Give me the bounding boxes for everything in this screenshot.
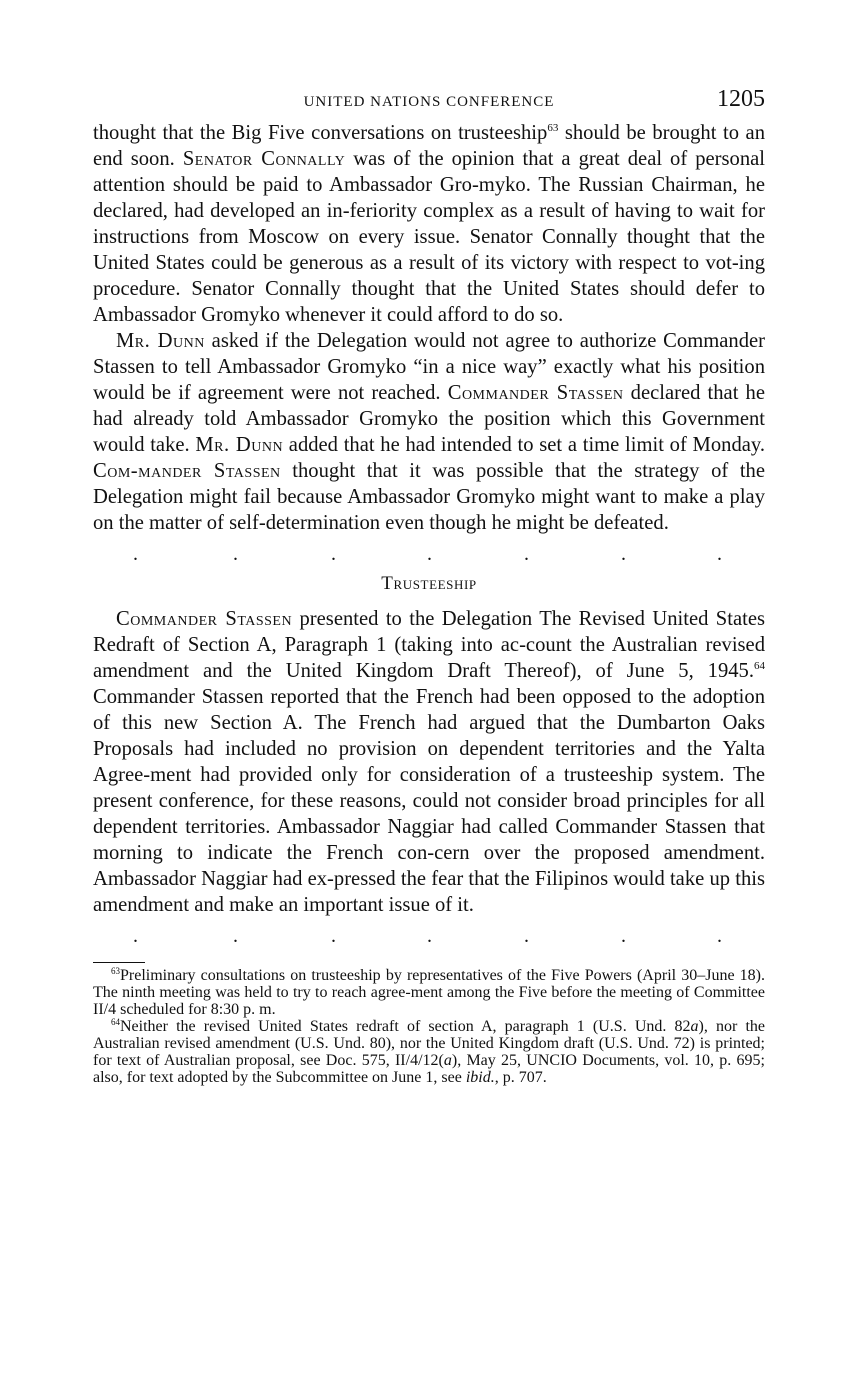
footnote-rule — [93, 962, 145, 963]
omission-dot: . — [331, 543, 336, 565]
omission-dot: . — [427, 543, 432, 565]
omission-dots — [93, 540, 765, 568]
text-run: declared that he had already told Ambassador Gromyko the position which this Government would take. — [93, 382, 765, 456]
speaker-name: Commander Stassen — [447, 382, 624, 404]
text-run: should be brought to an end soon. — [93, 122, 765, 170]
speaker-name: Mr. Dunn — [195, 434, 284, 456]
footnote-text: , p. 707. — [494, 1069, 547, 1086]
omission-dot: . — [621, 543, 626, 565]
text-run: was of the opinion that a great deal of personal attention should be paid to Ambassador Gro-myko. The Russian Chairman, he declared, had developed an in-feriority complex as a result of having to wait for instructions from Moscow on every issue. Senator Connally thought that the United States could be generous as a result of its victory with respect to vot-ing procedure. Senator Connally thought that the United States should defer to Ambassador Gromyko whenever it could afford to do so. — [93, 148, 765, 326]
omission-dot: . — [233, 543, 238, 565]
running-head — [93, 86, 765, 120]
footnote-text: ), May 25, UNCIO Documents, vol. 10, p. 695; also, for text adopted by the Subcommittee on June 1, see — [93, 1052, 765, 1086]
omission-dots — [93, 922, 765, 950]
footnote-64 — [93, 1018, 765, 1086]
footnote-ref-64: 64 — [754, 660, 765, 672]
footnote-ref-63: 63 — [547, 122, 559, 134]
footnote-text: ), nor the Australian revised amendment (U.S. Und. 80), nor the United Kingdom draft (U.S. Und. 72) is printed; for text of Australian proposal, see Doc. 575, II/4/12( — [93, 1018, 766, 1069]
page-number: 1205 — [717, 86, 765, 112]
omission-dot: . — [133, 543, 138, 565]
speaker-name: Mr. Dunn — [116, 330, 205, 352]
text-run: thought that it was possible that the strategy of the Delegation might fail because Ambassador Gromyko might want to make a play on the matter of self-determination even though he might be defeated. — [93, 460, 765, 534]
paragraph-stassen — [93, 606, 765, 918]
speaker-name: Senator Connally — [182, 148, 346, 170]
text-run: asked if the Delegation would not agree to authorize Commander Stassen to tell Ambassador Gromyko “in a nice way” exactly what his position would be if agreement were not reached. — [93, 330, 765, 404]
omission-dot: . — [524, 925, 529, 947]
omission-dot: . — [427, 925, 432, 947]
paragraph-dunn — [93, 328, 765, 536]
omission-dot: . — [717, 543, 722, 565]
paragraph-continued — [93, 120, 765, 328]
omission-dot: . — [331, 925, 336, 947]
footnote-italic: a — [443, 1052, 452, 1069]
omission-dot: . — [717, 925, 722, 947]
footnote-italic: ibid. — [465, 1069, 495, 1086]
footnote-text: Neither the revised United States redraft of section A, paragraph 1 (U.S. Und. 82 — [120, 1018, 691, 1035]
omission-dot: . — [621, 925, 626, 947]
text-run: thought that the Big Five conversations on trusteeship — [93, 122, 548, 144]
document-page — [93, 86, 765, 1086]
speaker-name: Commander Stassen — [116, 608, 293, 630]
running-title: UNITED NATIONS CONFERENCE — [303, 94, 555, 110]
omission-dot: . — [524, 543, 529, 565]
omission-dot: . — [133, 925, 138, 947]
section-heading: Trusteeship — [381, 573, 477, 594]
footnote-text: Preliminary consultations on trusteeship by representatives of the Five Powers (April 30–June 18). The ninth meeting was held to try to reach agree-ment among the Five before the meeting of Committee II/4 scheduled for 8:30 p. m. — [93, 967, 765, 1018]
omission-dot: . — [233, 925, 238, 947]
text-run: Commander Stassen reported that the French had been opposed to the adoption of this new Section A. The French had argued that the Dumbarton Oaks Proposals had included no provision on dependent territories and the Yalta Agree-ment had provided only for consideration of a trusteeship system. The present conference, for these reasons, could not consider broad principles for all dependent territories. Ambassador Naggiar had called Commander Stassen that morning to indicate the French con-cern over the proposed amendment. Ambassador Naggiar had ex-pressed the fear that the Filipinos would take up this amendment and make an important issue of it. — [93, 686, 765, 916]
footnote-number: 63 — [111, 966, 120, 976]
footnote-number: 64 — [111, 1017, 120, 1027]
footnote-63 — [93, 967, 765, 1018]
footnotes — [93, 967, 765, 1086]
text-run: presented to the Delegation The Revised United States Redraft of Section A, Paragraph 1 (taking into ac-count the Australian revised amendment and the United Kingdom Draft Thereof), of June 5, 1945. — [93, 608, 766, 682]
text-run: added that he had intended to set a time limit of Monday. — [283, 434, 765, 456]
footnote-italic: a — [690, 1018, 699, 1035]
speaker-name: Com-mander Stassen — [93, 460, 281, 482]
body-text — [93, 120, 765, 950]
